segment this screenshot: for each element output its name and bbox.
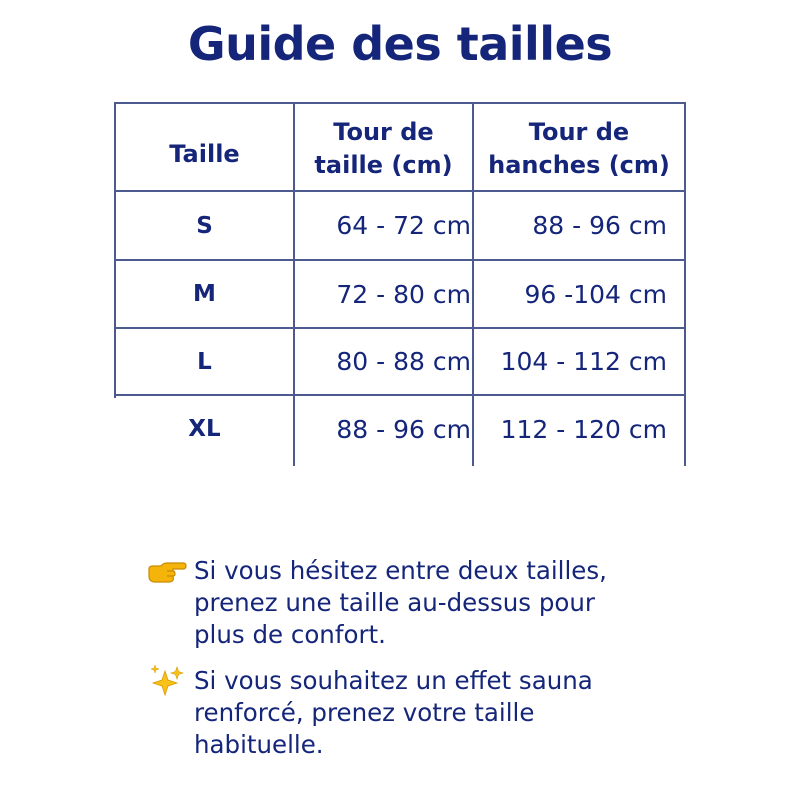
note-size-advice — [140, 555, 780, 651]
row-s-hips: 88 - 96 cm — [532, 211, 667, 240]
header-hips-line2: hanches (cm) — [488, 151, 670, 179]
sparkles-icon — [140, 665, 194, 699]
note-line: Si vous hésitez entre deux tailles, — [194, 556, 607, 585]
row-l-size: L — [197, 348, 212, 375]
pointing-hand-icon — [140, 555, 194, 589]
row-s-size: S — [196, 212, 213, 239]
note-line: plus de confort. — [194, 620, 386, 649]
header-size-label: Taille — [169, 139, 240, 168]
note-size-advice-text — [194, 555, 654, 651]
note-line: Si vous souhaitez un effet sauna — [194, 666, 593, 695]
note-line: habituelle. — [194, 730, 324, 759]
page-title: Guide des tailles — [187, 17, 613, 71]
row-m-hips: 96 -104 cm — [524, 279, 667, 309]
row-m-size: M — [193, 281, 216, 307]
row-xl-hips: 112 - 120 cm — [500, 414, 667, 444]
note-sauna-advice-text — [194, 665, 654, 761]
row-l-waist: 80 - 88 cm — [336, 347, 471, 376]
header-waist-line1: Tour de — [333, 118, 434, 146]
header-hips-line1: Tour de — [528, 118, 630, 146]
grid-line — [684, 102, 686, 466]
size-table — [114, 102, 686, 466]
note-sauna-advice — [140, 665, 780, 761]
row-xl-size: XL — [188, 416, 221, 442]
row-xl-waist: 88 - 96 cm — [336, 414, 471, 444]
header-hips — [474, 108, 684, 190]
note-line: prenez une taille au-dessus pour — [194, 588, 595, 617]
header-waist-line2: taille (cm) — [314, 151, 453, 179]
note-line: renforcé, prenez votre taille — [194, 698, 535, 727]
header-waist — [295, 108, 472, 190]
notes — [140, 555, 780, 775]
row-m-waist: 72 - 80 cm — [336, 279, 471, 309]
row-l-hips: 104 - 112 cm — [500, 347, 667, 376]
row-s-waist: 64 - 72 cm — [336, 211, 471, 240]
header-size — [116, 104, 293, 204]
